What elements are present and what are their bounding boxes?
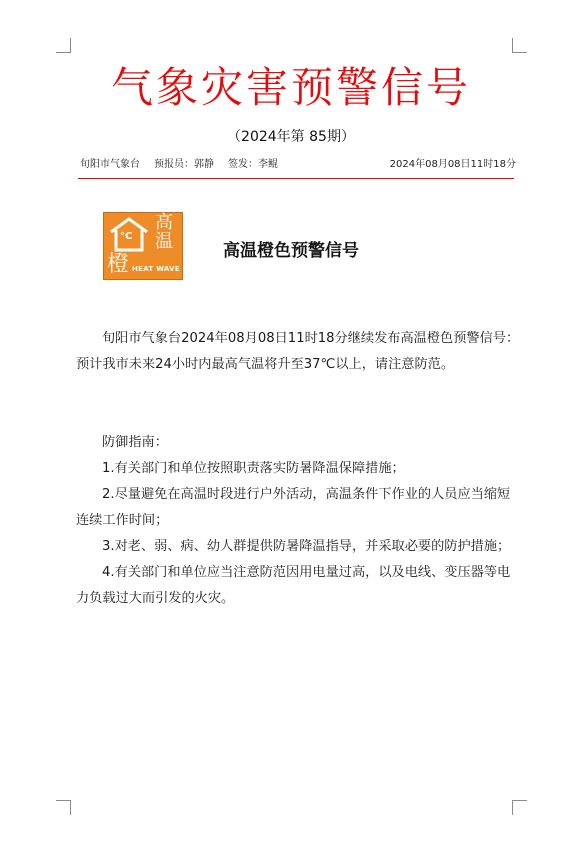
issue-meta-line — [80, 155, 516, 170]
heat-wave-label: HEAT WAVE — [132, 265, 180, 273]
crop-mark-bottom-right — [512, 800, 527, 815]
issue-time: 2024年08月08日11时18分 — [389, 159, 516, 170]
paragraph-gap — [76, 378, 520, 430]
guide-title: 防御指南： — [102, 435, 168, 450]
level-char-orange: 橙 — [107, 252, 130, 277]
forecaster: 预报员：郭静 — [154, 159, 214, 170]
issuer: 签发：李鲲 — [228, 159, 278, 170]
issue-number: （2024年第 85期） — [227, 129, 355, 145]
heat-orange-warning-icon — [103, 212, 183, 280]
crop-mark-top-right — [512, 38, 527, 53]
guide-item: 1.有关部门和单位按照职责落实防暑降温保障措施； — [102, 461, 405, 476]
crop-mark-bottom-left — [56, 800, 71, 815]
type-char-gao: 高 — [155, 212, 173, 233]
crop-mark-top-left — [56, 38, 71, 53]
issuing-unit: 旬阳市气象台 — [80, 159, 140, 170]
guide-item: 3.对老、弱、病、幼人群提供防暑降温指导，并采取必要的防护措施； — [102, 539, 511, 554]
signal-name: 高温橙色预警信号 — [223, 241, 359, 261]
document-body — [76, 326, 520, 612]
header-divider — [78, 178, 514, 179]
guide-item: 4.有关部门和单位应当注意防范因用电量过高，以及电线、变压器等电力负载过大而引发的火灾。 — [76, 565, 511, 606]
document-title: 气象灾害预警信号 — [110, 63, 471, 112]
type-char-wen: 温 — [155, 231, 173, 252]
celsius-symbol: °C — [120, 231, 133, 242]
intro-paragraph: 旬阳市气象台2024年08月08日11时18分继续发布高温橙色预警信号：预计我市未来24小时内最高气温将升至37℃以上，请注意防范。 — [76, 331, 520, 372]
guide-item: 2.尽量避免在高温时段进行户外活动，高温条件下作业的人员应当缩短连续工作时间； — [76, 487, 511, 528]
